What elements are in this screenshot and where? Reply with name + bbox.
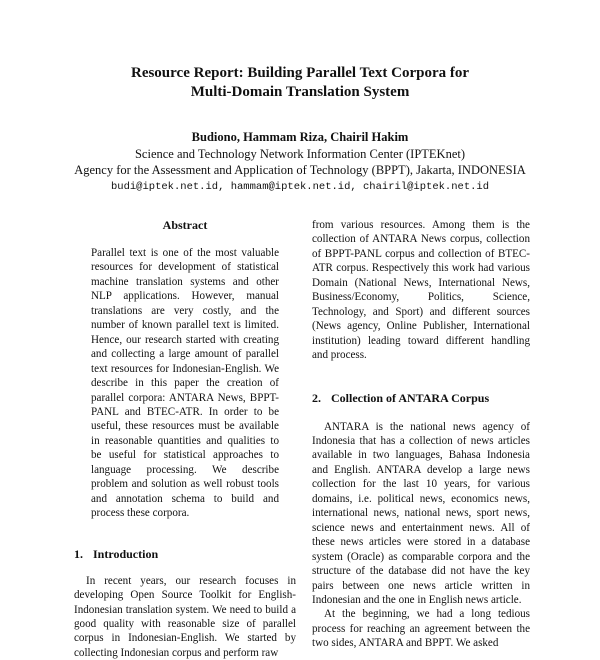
author-names: Budiono, Hammam Riza, Chairil Hakim (191, 130, 409, 144)
affiliation-2: Agency for the Assessment and Application of Technology (BPPT), Jakarta, INDONESIA (74, 163, 526, 177)
section-1-number: 1. (74, 546, 83, 561)
section-2-number: 2. (312, 390, 321, 405)
author-block (40, 129, 560, 195)
section-1-text: In recent years, our research focuses in developing Open Source Toolkit for English-Indonesian translation system. We need to build a good quality with reasonable size of parallel corpus in Indonesian-English. We started by collecting Indonesian corpus and perform raw (74, 574, 296, 659)
affiliation-1: Science and Technology Network Information Center (IPTEKnet) (134, 146, 466, 161)
right-column (312, 218, 530, 651)
left-column (74, 218, 296, 660)
section-2-paragraph-1: ANTARA is the national news agency of Indonesia that has a collection of news articles available in two languages, Bahasa Indonesia and English. ANTARA develop a large news collection for the last 10 years, for various domains, i.e. political news, economics news, international news, national news, sport news, science news and entertainment news. All of these news articles were stored in a database system (Oracle) as comparable corpora and the structure of the database did not have the key pairs between one news article written in Indonesian and the one in English news article. (312, 420, 530, 606)
title-line-2: Multi-Domain Translation System (190, 84, 410, 100)
title-line-1: Resource Report: Building Parallel Text Corpora for (130, 65, 470, 81)
author-emails: budi@iptek.net.id, hammam@iptek.net.id, chairil@iptek.net.id (110, 180, 490, 193)
paper-title (60, 64, 540, 102)
continuation-text: from various resources. Among them is the collection of ANTARA News corpus, collection of BPPT-PANL corpus and collection of BTEC-ATR corpus. Respectively this work had various Domain (National News, International News, Business/Economy, Politics, Science, Technology, and Sport) and different sources (News agency, Online Publisher, International institution) leading toward different handling and process. (312, 219, 530, 362)
section-1-heading (74, 547, 296, 561)
section-2-title: Collection of ANTARA Corpus (331, 390, 490, 405)
abstract-text: Parallel text is one of the most valuable resources for development of statistical machine translation systems and other NLP applications. However, manual translations are very costly, and the number of known parallel text is limited. Hence, our research started with creating and collecting a large amount of parallel text resources for Indonesian-English. We describe in this paper the creation of parallel corpora: ANTARA News, BPPT-PANL and BTEC-ATR. In order to be useful, these resources must be available in reasonable quantities and qualities to be useful for statistical approaches to language processing. We describe problem and solution as well robust tools and annotation schema to build and process these corpora. (91, 247, 279, 520)
abstract-heading: Abstract (162, 218, 208, 232)
section-2-paragraph-2: At the beginning, we had a long tedious process for reaching an agreement between the two sides, ANTARA and BPPT. We asked (312, 608, 530, 650)
section-2-heading (312, 391, 530, 405)
section-1-title: Introduction (93, 546, 159, 561)
